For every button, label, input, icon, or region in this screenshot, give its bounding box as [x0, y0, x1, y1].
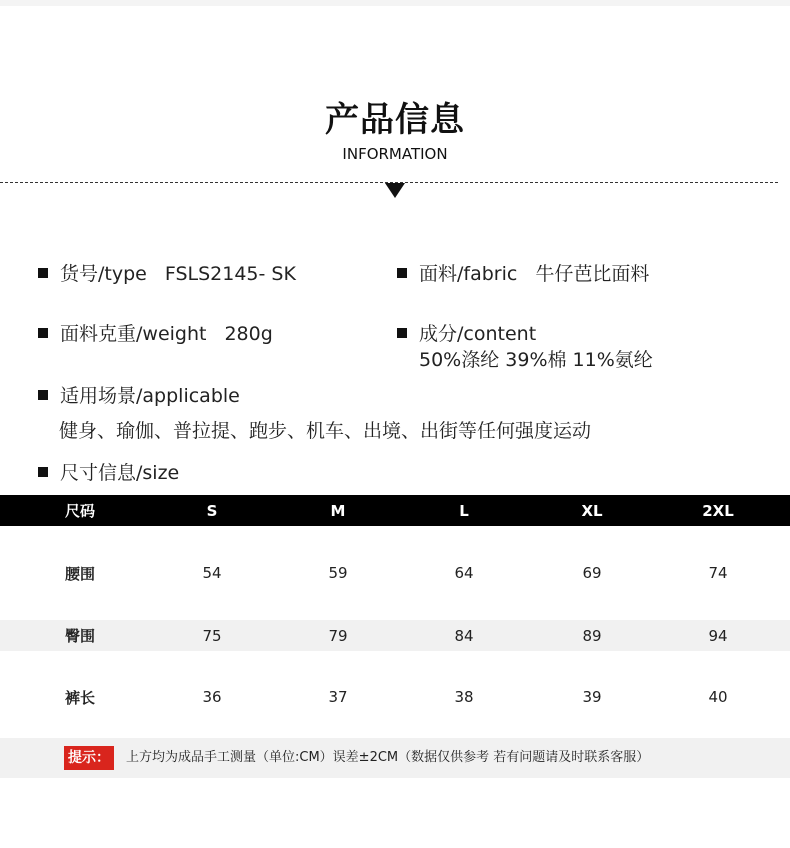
info-fabric — [397, 262, 649, 286]
table-cell: 79 — [328, 626, 348, 645]
top-band — [0, 0, 790, 6]
square-bullet-icon — [397, 328, 407, 338]
info-applicable — [38, 384, 240, 408]
table-cell: 64 — [454, 564, 474, 582]
header-cell-xl: XL — [581, 501, 603, 520]
table-cell: 89 — [582, 626, 602, 645]
row-label: 臀围 — [65, 627, 96, 645]
table-row — [0, 651, 790, 743]
table-cell: 94 — [708, 626, 728, 645]
table-cell: 54 — [202, 564, 222, 582]
size-label: 尺寸信息/size — [60, 462, 180, 484]
applicable-label: 适用场景/applicable — [60, 385, 240, 407]
table-cell: 36 — [202, 688, 222, 706]
fabric-label: 面料/fabric — [419, 263, 518, 285]
row-label: 裤长 — [65, 688, 96, 707]
type-label: 货号/type — [60, 263, 147, 285]
note-text: 上方均为成品手工测量（单位:CM）误差±2CM（数据仅供参考 若有问题请及时联系客服） — [126, 750, 650, 765]
type-value: FSLS2145- SK — [164, 263, 296, 285]
note-tag: 提示： — [64, 746, 114, 770]
table-row — [0, 526, 790, 620]
table-cell: 69 — [582, 564, 602, 582]
table-cell: 75 — [202, 626, 222, 645]
square-bullet-icon — [38, 390, 48, 400]
info-type — [38, 262, 296, 286]
table-cell: 39 — [582, 688, 602, 706]
info-content — [397, 322, 536, 346]
square-bullet-icon — [397, 268, 407, 278]
page-title: 产品信息 — [325, 100, 465, 140]
row-label: 腰围 — [65, 564, 96, 583]
info-weight — [38, 322, 273, 346]
table-cell: 74 — [708, 564, 728, 582]
info-size — [38, 461, 179, 485]
content-value: 50%涤纶 39%棉 11%氨纶 — [419, 349, 653, 371]
triangle-down-icon — [385, 183, 405, 198]
table-row — [0, 620, 790, 651]
square-bullet-icon — [38, 328, 48, 338]
header-cell-m: M — [330, 501, 346, 520]
header-cell-2xl: 2XL — [702, 501, 734, 520]
table-cell: 40 — [708, 688, 728, 706]
square-bullet-icon — [38, 467, 48, 477]
header-cell-size: 尺码 — [65, 502, 96, 520]
table-cell: 84 — [454, 626, 474, 645]
note-bar — [0, 738, 790, 778]
table-cell: 38 — [454, 688, 474, 706]
square-bullet-icon — [38, 268, 48, 278]
weight-value: 280g — [224, 323, 273, 345]
weight-label: 面料克重/weight — [60, 323, 207, 345]
table-cell: 37 — [328, 688, 348, 706]
applicable-value: 健身、瑜伽、普拉提、跑步、机车、出境、出街等任何强度运动 — [59, 420, 592, 442]
size-table — [0, 495, 790, 743]
page-subtitle: INFORMATION — [342, 145, 448, 163]
table-cell: 59 — [328, 564, 348, 582]
content-label: 成分/content — [419, 323, 537, 345]
header-cell-l: L — [459, 501, 469, 520]
header-cell-s: S — [206, 501, 218, 520]
size-table-header — [0, 495, 790, 526]
fabric-value: 牛仔芭比面料 — [535, 263, 650, 285]
